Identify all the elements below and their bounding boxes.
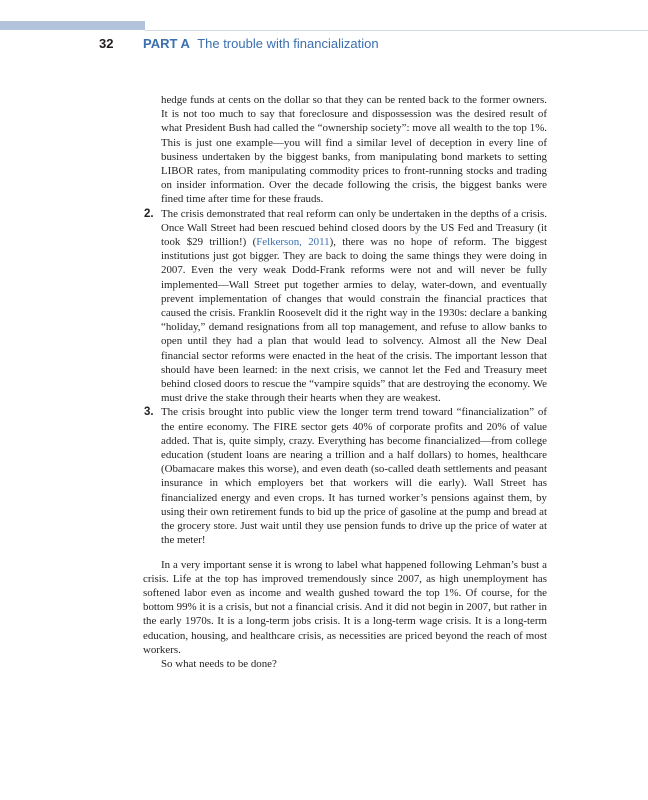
- body-paragraph-question: So what needs to be done?: [161, 657, 277, 670]
- page-body: [143, 93, 547, 671]
- page-number: 32: [99, 36, 114, 51]
- list-item-continuation: hedge funds at cents on the dollar so that they can be rented back to the former owners. It is not too much to say that foreclosure and dispossession was the desired result of what President Bush had called the “ownership society”: move all wealth to the top 1%. This is just one example—you will find a similar level of deception in every line of business undertaken by the biggest banks, from manipulating bond markets to setting LIBOR rates, from manipulating commodity prices to front-running stocks and trading on insider information. Over the decade following the crisis, the biggest banks were fined time after time for these frauds.: [161, 94, 547, 206]
- header-rule: [145, 30, 648, 31]
- list-item-2-text-after: ), there was no hope of reform. The biggest institutions just got bigger. They are back to doing the same things they were doing in 2007. Even the very weak Dodd-Frank reforms were not and will never be fully implemented—Wall Street put together armies to delay, water-down, and eventually prevent implementation of changes that would constrain the financial practices that caused the crisis. Franklin Roosevelt did it the right way in the 1930s: declare a banking “holiday,” demand resignations from all top management, and refuse to allow banks to open until they had a plan that would lead to solvency. Almost all the New Deal financial sector reforms were enacted in the heat of the crisis. The important lesson that should have been learned: in the next crisis, we cannot let the Fed and Treasury meet behind closed doors to rescue the “vampire squids” that are destroying the economy. We must drive the stake through their hearts when they are weakest.: [161, 236, 547, 405]
- list-item-3: [143, 405, 547, 547]
- body-paragraph: In a very important sense it is wrong to label what happened following Lehman’s bust a crisis. Life at the top has improved tremendously since 2007, as high unemployment has softened labor even as income and wealth gushed toward the top 1%. Of course, for the bottom 99% it is a crisis, but not a financial crisis. And it did not begin in 2007, but rather in the early 1970s. It is a long-term jobs crisis. It is a long-term wage crisis. It is a long-term education, housing, and healthcare crisis, as necessities are priced beyond the reach of most workers.: [143, 558, 547, 656]
- list-item-2: [143, 207, 547, 406]
- list-item-2-text: [161, 207, 547, 406]
- part-label: PART A: [143, 36, 190, 51]
- list-number-2: 2.: [144, 207, 154, 220]
- citation-link[interactable]: Felkerson, 2011: [256, 236, 330, 249]
- list-item-2-text-before: The crisis demonstrated that real reform can only be undertaken in the depths of a crisis. Once Wall Street had been rescued behind closed doors by the US Fed and Treasury (it took $29 trillion!) (: [161, 207, 547, 249]
- part-title: The trouble with financialization: [197, 36, 379, 51]
- running-header: [99, 35, 619, 53]
- header-accent-bar: [0, 21, 145, 30]
- spacer: [143, 548, 547, 558]
- list-number-3: 3.: [144, 406, 154, 419]
- list-item-3-text: The crisis brought into public view the longer term trend toward “financialization” of the entire economy. The FIRE sector gets 40% of corporate profits and 20% of value added. That is, quite simply, crazy. Everything has become financialized—from college education (student loans are nearing a trillion and a half dollars) to homes, healthcare (Obamacare makes this worse), and even death (so-called death settlements and peasant insurance in which employers bet that workers will die early). Wall Street has financialized energy and even crops. It has turned worker’s pensions against them, by using their own retirement funds to bid up the price of gasoline at the pump and bread at the grocery store. Just wait until they use pension funds to drive up the price of water at the meter!: [161, 406, 547, 547]
